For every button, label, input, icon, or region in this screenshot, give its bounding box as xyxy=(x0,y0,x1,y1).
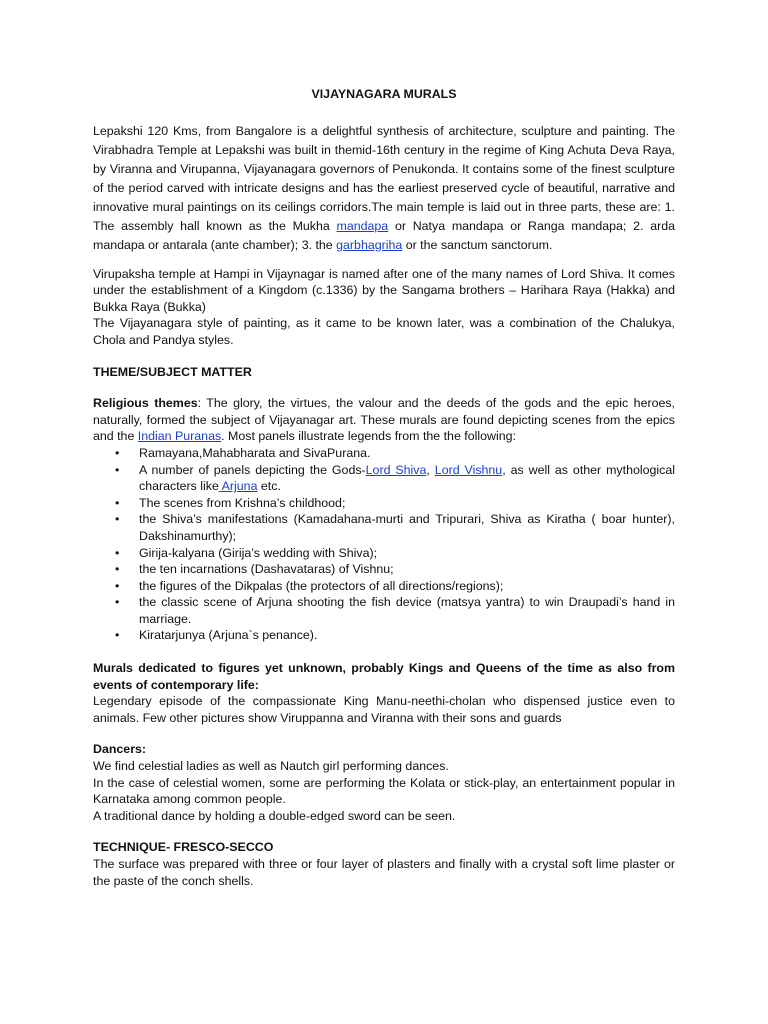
link-garbhagriha[interactable]: garbhagriha xyxy=(336,237,403,252)
religious-text-2: . Most panels illustrate legends from the the following: xyxy=(221,429,516,444)
list-item: • the figures of the Dikpalas (the protectors of all directions/regions); xyxy=(115,578,504,593)
technique-heading: TECHNIQUE- FRESCO-SECCO xyxy=(93,840,274,855)
list-item: • Girija-kalyana (Girija’s wedding with Shiva); xyxy=(115,545,378,560)
list-item: • the classic scene of Arjuna shooting the fish device (matsya yantra) to win Draupadi’s hand in marriage. xyxy=(115,595,675,626)
kings-paragraph: Legendary episode of the compassionate King Manu-neethi-cholan who dispensed justice even to animals. Few other pictures show Viruppanna and Viranna with their sons and guards xyxy=(93,694,675,725)
vijayanagara-style-paragraph: The Vijayanagara style of painting, as it came to be known later, was a combination of the Chalukya, Chola and Pandya styles. xyxy=(93,316,675,347)
bullet-icon: • xyxy=(115,562,120,577)
virupaksha-paragraph: Virupaksha temple at Hampi in Vijaynagar is named after one of the many names of Lord Shiva. It comes under the establishment of a Kingdom (c.1336) by the Sangama brothers – Harihara Raya (Hakka) and Bukka Raya (Bukka) xyxy=(93,266,675,314)
bullet-icon: • xyxy=(115,595,120,610)
religious-themes-label: Religious themes xyxy=(93,396,198,411)
link-indian-puranas[interactable]: Indian Puranas xyxy=(137,429,222,444)
intro-text-1: Lepakshi 120 Kms, from Bangalore is a delightful synthesis of architecture, sculpture and painting. The Virabhadra Temple at Lepakshi was built in themid-16th century in the regime of King Achuta Deva Raya, by Viranna and Virupanna, Vijayanagara governors of Penukonda. It contains some of the finest sculpture of the period carved with intricate designs and has the earliest preserved cycle of beautiful, narrative and innovative mural paintings on its ceilings corridors.The main temple is laid out in three parts, these are: 1. The assembly hall known as the Mukha xyxy=(93,123,675,233)
bullet-icon: • xyxy=(115,512,120,527)
theme-heading: THEME/SUBJECT MATTER xyxy=(93,364,252,379)
dancers-line-2: In the case of celestial women, some are performing the Kolata or stick-play, an entertainment popular in Karnataka among common people. xyxy=(93,775,675,807)
bullet-icon: • xyxy=(115,545,120,560)
intro-text-3: or the sanctum sanctorum. xyxy=(402,237,553,252)
link-mandapa[interactable]: mandapa xyxy=(336,218,389,233)
bullet-icon: • xyxy=(115,578,120,593)
link-lord-shiva[interactable]: Lord Shiva xyxy=(365,462,427,477)
technique-paragraph: The surface was prepared with three or four layer of plasters and finally with a crystal soft lime plaster or the paste of the conch shells. xyxy=(93,857,675,888)
bullet-icon: • xyxy=(115,628,120,643)
list-item: • Ramayana,Mahabharata and SivaPurana. xyxy=(115,445,371,460)
list-item: • Kiratarjunya (Arjuna`s penance). xyxy=(115,628,318,643)
link-arjuna[interactable]: Arjuna xyxy=(218,479,258,494)
page-title: VIJAYNAGARA MURALS xyxy=(311,87,457,101)
intro-paragraph xyxy=(93,122,675,255)
link-lord-vishnu[interactable]: Lord Vishnu xyxy=(434,462,503,477)
bullet-icon: • xyxy=(115,445,120,460)
list-item: • The scenes from Krishna’s childhood; xyxy=(115,495,346,510)
bullet-icon: • xyxy=(115,495,120,510)
religious-text-1: : The glory, the virtues, the valour and the deeds of the gods and the epic heroes, naturally, formed the subject of Vijayanagar art. These murals are found depicting scenes from the epics and the xyxy=(93,396,676,444)
dancers-line-1: We find celestial ladies as well as Nautch girl performing dances. xyxy=(93,759,449,774)
dancers-heading: Dancers: xyxy=(93,742,147,757)
document-page xyxy=(93,86,675,889)
list-item: • A number of panels depicting the Gods-Lord Shiva, Lord Vishnu, as well as other mythological characters like Arjuna etc. xyxy=(115,462,675,494)
bullet-icon: • xyxy=(115,462,120,477)
list-item: • the Shiva’s manifestations (Kamadahana-murti and Tripurari, Shiva as Kiratha ( boar hunter), Dakshinamurthy); xyxy=(115,512,675,543)
religious-themes-paragraph xyxy=(93,395,675,445)
list-item: • the ten incarnations (Dashavataras) of Vishnu; xyxy=(115,562,394,577)
dancers-line-3: A traditional dance by holding a double-edged sword can be seen. xyxy=(93,808,456,823)
themes-list xyxy=(93,445,675,644)
kings-heading: Murals dedicated to figures yet unknown, probably Kings and Queens of the time as also from events of contemporary life: xyxy=(93,661,675,692)
intro-text-2: or Natya mandapa or Ranga mandapa; 2. arda mandapa or antarala (ante chamber); 3. the xyxy=(93,218,676,252)
